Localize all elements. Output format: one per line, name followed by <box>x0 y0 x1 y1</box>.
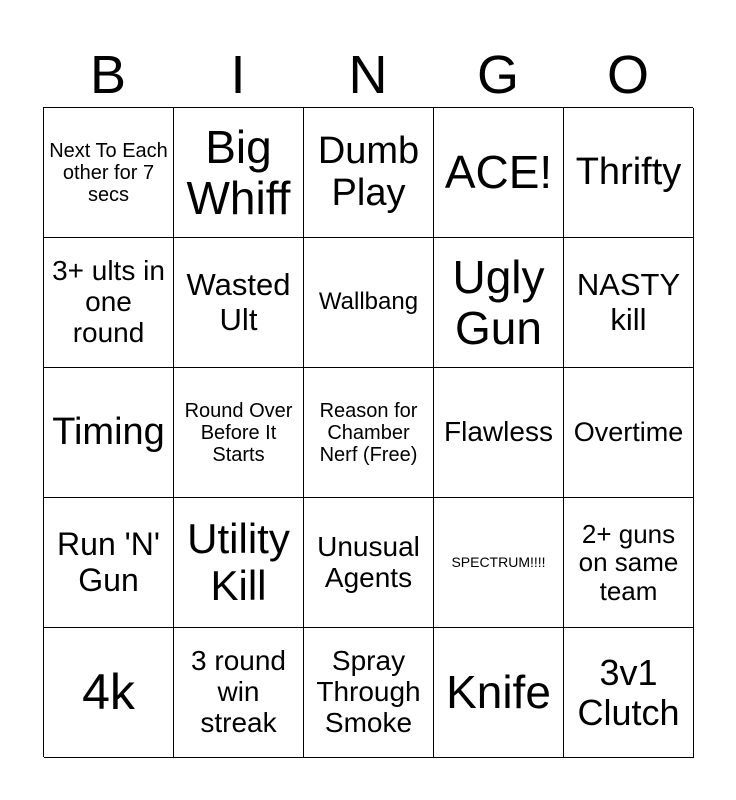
bingo-cell[interactable]: Utility Kill <box>174 498 304 628</box>
bingo-cell[interactable]: 4k <box>44 628 174 758</box>
bingo-cell[interactable]: Knife <box>434 628 564 758</box>
bingo-cell[interactable]: 3v1 Clutch <box>564 628 694 758</box>
bingo-cell[interactable]: Wallbang <box>304 238 434 368</box>
bingo-cell[interactable]: Dumb Play <box>304 108 434 238</box>
bingo-cell[interactable]: Ugly Gun <box>434 238 564 368</box>
bingo-header <box>43 44 693 106</box>
header-letter-b: B <box>89 45 127 105</box>
bingo-cell[interactable]: Reason for Chamber Nerf (Free) <box>304 368 434 498</box>
bingo-cell[interactable]: Run 'N' Gun <box>44 498 174 628</box>
bingo-cell[interactable]: Flawless <box>434 368 564 498</box>
bingo-cell[interactable]: 3 round win streak <box>174 628 304 758</box>
header-letter-n: N <box>348 45 388 105</box>
header-letter-i: I <box>230 45 246 105</box>
bingo-cell[interactable]: Timing <box>44 368 174 498</box>
bingo-cell[interactable]: Next To Each other for 7 secs <box>44 108 174 238</box>
bingo-cell[interactable]: Big Whiff <box>174 108 304 238</box>
bingo-board <box>43 107 693 757</box>
header-letter-g: G <box>476 45 519 105</box>
bingo-cell[interactable]: 3+ ults in one round <box>44 238 174 368</box>
bingo-cell[interactable]: Unusual Agents <box>304 498 434 628</box>
bingo-cell[interactable]: Round Over Before It Starts <box>174 368 304 498</box>
bingo-cell[interactable]: Thrifty <box>564 108 694 238</box>
bingo-cell[interactable]: Overtime <box>564 368 694 498</box>
bingo-cell[interactable]: Spray Through Smoke <box>304 628 434 758</box>
header-letter-o: O <box>606 45 649 105</box>
bingo-cell[interactable]: Wasted Ult <box>174 238 304 368</box>
bingo-cell[interactable]: ACE! <box>434 108 564 238</box>
bingo-cell[interactable]: 2+ guns on same team <box>564 498 694 628</box>
bingo-cell[interactable]: SPECTRUM!!!! <box>434 498 564 628</box>
bingo-cell[interactable]: NASTY kill <box>564 238 694 368</box>
